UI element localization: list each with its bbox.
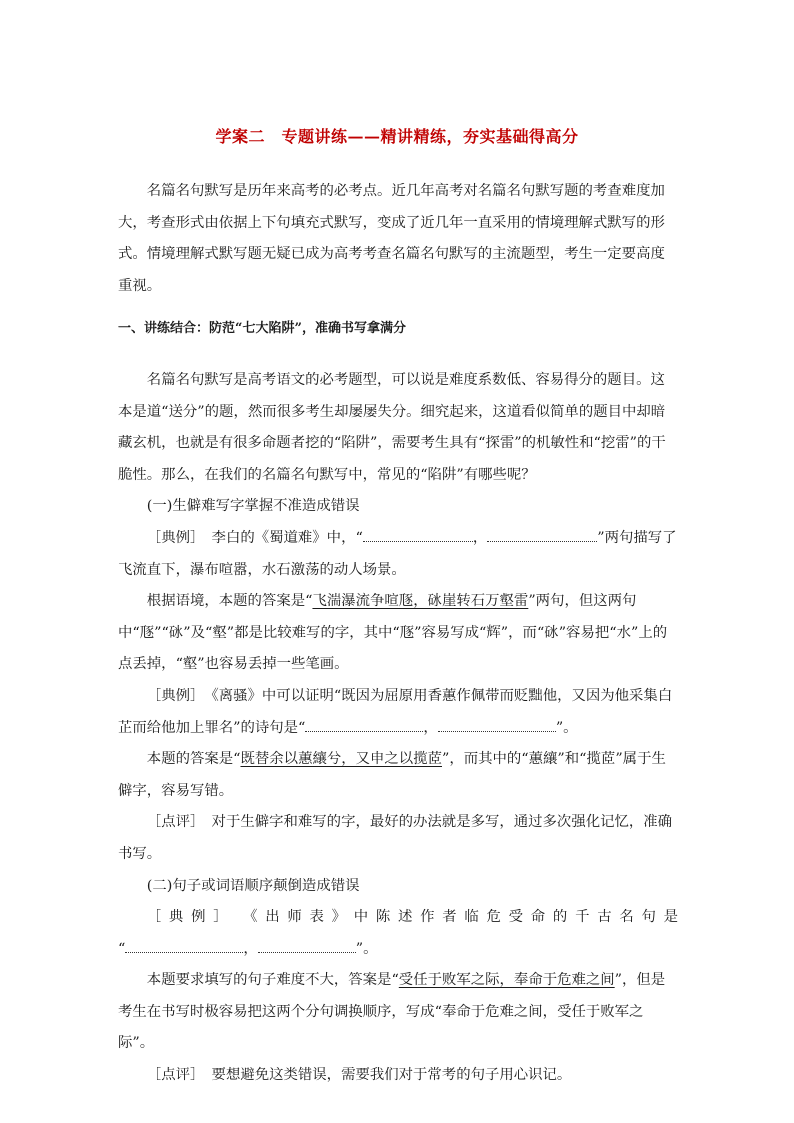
answer-blank[interactable] [305,717,423,732]
answer-blank[interactable] [125,938,243,953]
answer-underlined: 飞湍瀑流争喧豗，砯崖转石万壑雷 [312,593,529,610]
comment-order: ［点评］ 要想避免这类错误，需要我们对于常考的句子用心识记。 [146,1067,572,1084]
paragraph-traps: 名篇名句默写是高考语文的必考题型，可以说是难度系数低、容易得分的题目。这本是道“送分”的题，然而很多考生却屡屡失分。细究起来，这道看似简单的题目中却暗藏玄机，也就是有很多命题者挖的“陷阱”，需要考生具有“探雷”的机敏性和“挖雷”的干脆性。那么，在我们的名篇名句默写中，常见的“陷阱”有哪些呢？ [118,372,666,483]
comment-rare-chars: ［点评］ 对于生僻字和难写的字，最好的办法就是多写，通过多次强化记忆，准确书写。 [118,814,673,862]
subheading-rare-chars: (一)生僻难写字掌握不准造成错误 [146,498,360,515]
subheading-order: (二)句子或词语顺序颠倒造成错误 [146,877,360,894]
answer-chushibiao: 本题要求填写的句子难度不大，答案是“受任于败军之际，奉命于危难之间”，但是考生在书写时极容易把这两个分句调换顺序，写成“奉命于危难之间，受任于败军之际”。 [118,972,666,1052]
example-chushibiao: ［典例］ 《出师表》中陈述作者临危受命的千古名句是 [146,909,678,926]
intro-block [118,176,678,302]
answer-shudaonan: 根据语境，本题的答案是“飞湍瀑流争喧豗，砯崖转石万壑雷”两句，但这两句中“豗”“砯”及“壑”都是比较难写的字，其中“豗”容易写成“辉”，而“砯”容易把“水”上的点丢掉，“壑”也容易丢掉一些笔画。 [118,593,668,673]
answer-blank[interactable] [363,527,473,542]
example-shudaonan: ［典例］ 李白的《蜀道难》中，“ ， ”两句描写了飞流直下，瀑布喧嚣，水石激荡的动人场景。 [118,523,678,586]
example-chushibiao-blanks: “ ， ”。 [118,934,678,966]
answer-lisao: 本题的答案是“既替余以蕙纕兮，又申之以揽茝”，而其中的“蕙纕”和“揽茝”属于生僻字，容易写错。 [118,751,666,799]
example-lisao: ［典例］ 《离骚》中可以证明“既因为屈原用香蕙作佩带而贬黜他，又因为他采集白芷而给他加上罪名”的诗句是“ ， ”。 [118,687,673,736]
section-heading: 一、讲练结合：防范“七大陷阱”，准确书写拿满分 [118,321,406,336]
answer-blank[interactable] [258,938,356,953]
answer-blank[interactable] [487,527,597,542]
answer-blank[interactable] [438,717,556,732]
main-content [118,365,678,1092]
answer-underlined: 受任于败军之际，奉命于危难之间 [398,972,615,989]
intro-paragraph: 名篇名句默写是历年来高考的必考点。近几年高考对名篇名句默写题的考查难度加大，考查形式由依据上下句填充式默写，变成了近几年一直采用的情境理解式默写的形式。情境理解式默写题无疑已成为高考考查名篇名句默写的主流题型，考生一定要高度重视。 [118,183,665,294]
page-title: 学案二 专题讲练——精讲精练，夯实基础得高分 [215,127,579,146]
answer-underlined: 既替余以蕙纕兮，又申之以揽茝 [240,751,442,768]
